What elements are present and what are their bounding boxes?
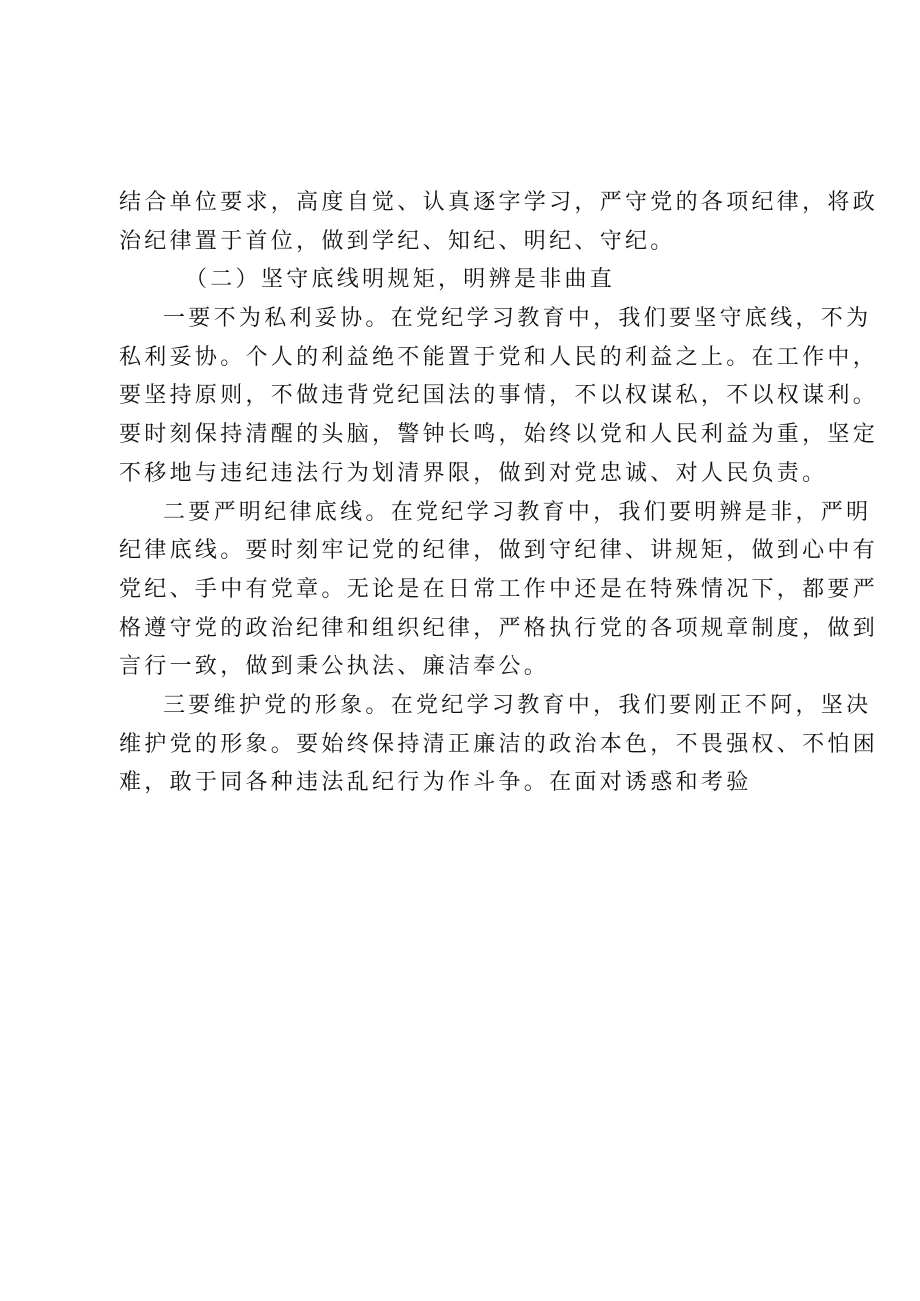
body-text-line: 要时刻保持清醒的头脑，警钟长鸣，始终以党和人民利益为重，坚定 [119, 422, 879, 448]
body-text-line: 私利妥协。个人的利益绝不能置于党和人民的利益之上。在工作中， [119, 344, 879, 370]
paragraph-first-line: 三要维护党的形象。在党纪学习教育中，我们要刚正不阿，坚决 [163, 692, 872, 718]
body-text-line: 不移地与违纪违法行为划清界限，做到对党忠诚、对人民负责。 [119, 460, 828, 486]
body-text-line: 难，敢于同各种违法乱纪行为作斗争。在面对诱惑和考验 [119, 770, 752, 796]
body-text-line: 言行一致，做到秉公执法、廉洁奉公。 [119, 654, 550, 680]
paragraph-first-line: 二要严明纪律底线。在党纪学习教育中，我们要明辨是非，严明 [163, 499, 872, 525]
body-text-line: 党纪、手中有党章。无论是在日常工作中还是在特殊情况下，都要严 [119, 576, 879, 602]
body-text-line: 要坚持原则，不做违背党纪国法的事情，不以权谋私，不以权谋利。 [119, 383, 879, 409]
section-heading: （二）坚守底线明规矩，明辨是非曲直 [185, 267, 616, 293]
body-text-line: 维护党的形象。要始终保持清正廉洁的政治本色，不畏强权、不怕困 [119, 731, 879, 757]
body-text-line: 治纪律置于首位，做到学纪、知纪、明纪、守纪。 [119, 228, 676, 254]
body-text-line: 结合单位要求，高度自觉、认真逐字学习，严守党的各项纪律，将政 [119, 190, 879, 215]
paragraph-first-line: 一要不为私利妥协。在党纪学习教育中，我们要坚守底线，不为 [163, 306, 872, 332]
body-text-line: 格遵守党的政治纪律和组织纪律，严格执行党的各项规章制度，做到 [119, 615, 879, 641]
document-body [119, 184, 879, 803]
body-text-line: 纪律底线。要时刻牢记党的纪律，做到守纪律、讲规矩，做到心中有 [119, 538, 879, 564]
